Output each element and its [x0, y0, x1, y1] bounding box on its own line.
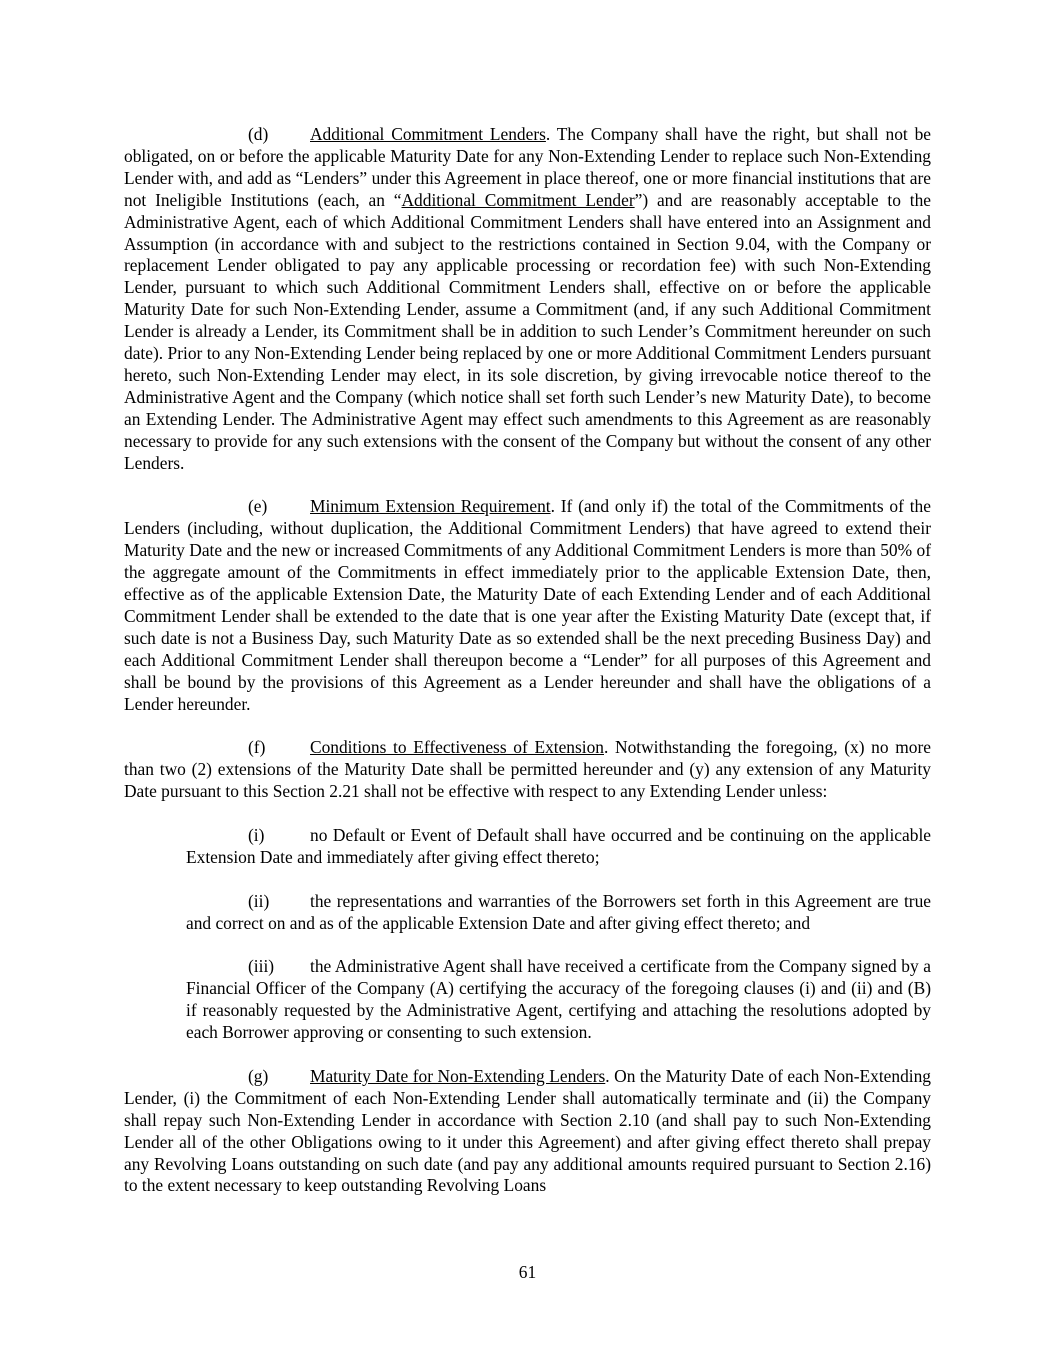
paragraph-g-number: (g) — [248, 1065, 269, 1086]
paragraph-e — [124, 496, 931, 715]
page-number: 61 — [518, 1262, 537, 1282]
document-body — [124, 124, 931, 1219]
clause-f-iii-text: the Administrative Agent shall have received a certificate from the Company signed by a Financial Officer of the Company (A) certifying the accuracy of the foregoing clauses (i) and (ii) and (B) if reasonably requested by the Administrative Agent, certifying and attaching the resolutions adopted by each Borrower approving or consenting to such extension. — [186, 956, 931, 1043]
paragraph-f-number: (f) — [248, 737, 266, 758]
paragraph-d-text-1: . The Company shall have the right, but shall not be obligated, on or before the applicable Maturity Date for any Non-Extending Lender to replace such Non-Extending Lender with, and add as “Lenders” under this Agreement in place thereof, one or more financial institutions that are not Ineligible Institutions (each, an “ — [124, 124, 931, 210]
clause-f-i-number: (i) — [248, 824, 265, 845]
paragraph-d-text-2: ”) and are reasonably acceptable to the Administrative Agent, each of which Additional Commitment Lenders shall have entered into an Assignment and Assumption (in accordance with and subject to the restrictions contained in Section 9.04, with the Company or replacement Lender obligated to pay any applicable processing or recordation fee) with such Non-Extending Lender, pursuant to which such Additional Commitment Lenders shall, effective on or before the applicable Maturity Date for such Non-Extending Lender, assume a Commitment (and, if any such Additional Commitment Lender is already a Lender, its Commitment shall be in addition to such Lender’s Commitment hereunder on such date). Prior to any Non-Extending Lender being replaced by one or more Additional Commitment Lenders pursuant hereto, such Non-Extending Lender may elect, in its sole discretion, by giving irrevocable notice thereof to the Administrative Agent and the Company (which notice shall set forth such Lender’s new Maturity Date), to become an Extending Lender. The Administrative Agent may effect such amendments to this Agreement as are reasonably necessary to provide for any such extensions with the consent of the Company but without the consent of any other Lenders. — [124, 189, 932, 473]
paragraph-e-heading: Minimum Extension Requirement — [310, 496, 551, 517]
clause-f-i — [186, 825, 931, 869]
paragraph-d-heading: Additional Commitment Lenders — [310, 124, 546, 144]
clause-f-iii — [186, 956, 931, 1044]
paragraph-d-defined-term: Additional Commitment Lender — [401, 189, 635, 210]
paragraph-g-heading: Maturity Date for Non-Extending Lenders — [310, 1065, 606, 1086]
paragraph-e-text: . If (and only if) the total of the Commitments of the Lenders (including, without duplication, the Additional Commitment Lenders) that have agreed to extend their Maturity Date and the new or increased Commitments of any Additional Commitment Lenders is more than 50% of the aggregate amount of the Commitments in effect immediately prior to the applicable Extension Date, then, effective as of the applicable Extension Date, the Maturity Date of each Extending Lender and of each Additional Commitment Lender shall be extended to the date that is one year after the Existing Maturity Date (except that, if such date is not a Business Day, such Maturity Date as so extended shall be the next preceding Business Day) and each Additional Commitment Lender shall thereupon become a “Lender” for all purposes of this Agreement and shall be bound by the provisions of this Agreement as a Lender hereunder and shall have the obligations of a Lender hereunder. — [124, 496, 931, 714]
paragraph-f — [124, 737, 931, 803]
clause-f-ii-text: the representations and warranties of the Borrowers set forth in this Agreement are true and correct on and as of the applicable Extension Date and after giving effect thereto; and — [186, 890, 931, 933]
paragraph-f-text: . Notwithstanding the foregoing, (x) no more than two (2) extensions of the Maturity Date shall be permitted hereunder and (y) any extension of any Maturity Date pursuant to this Section 2.21 shall not be effective with respect to any Extending Lender unless: — [124, 737, 931, 802]
clause-f-i-text: no Default or Event of Default shall have occurred and be continuing on the applicable Extension Date and immediately after giving effect thereto; — [186, 824, 931, 867]
paragraph-g — [124, 1066, 931, 1197]
clause-f-ii — [186, 891, 931, 935]
paragraph-d-number: (d) — [248, 124, 269, 144]
paragraph-e-number: (e) — [248, 496, 268, 517]
paragraph-d — [124, 124, 931, 475]
clause-f-iii-number: (iii) — [248, 956, 275, 977]
paragraph-g-text: . On the Maturity Date of each Non-Extending Lender, (i) the Commitment of each Non-Extending Lender shall automatically terminate and (ii) the Company shall repay such Non-Extending Lender in accordance with Section 2.10 (and shall pay to such Non-Extending Lender all of the other Obligations owing to it under this Agreement) and after giving effect thereto shall prepay any Revolving Loans outstanding on such date (and pay any additional amounts required pursuant to Section 2.16) to the extent necessary to keep outstanding Revolving Loans — [124, 1065, 932, 1196]
paragraph-f-heading: Conditions to Effectiveness of Extension — [310, 737, 604, 758]
clause-f-ii-number: (ii) — [248, 890, 270, 911]
